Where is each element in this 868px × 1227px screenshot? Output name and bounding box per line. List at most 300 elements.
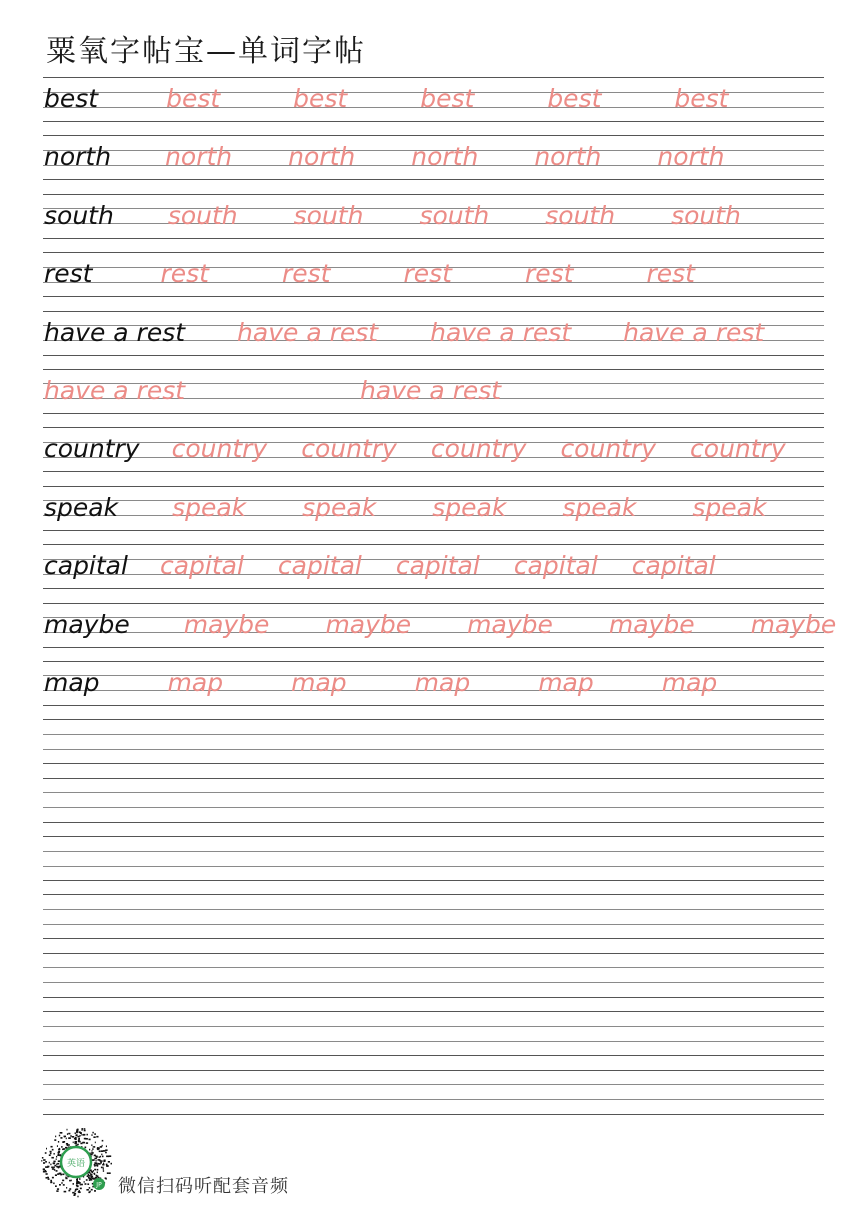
qr-dot [108, 1172, 111, 1174]
qr-dot [56, 1190, 58, 1192]
row-words [44, 373, 824, 409]
practice-row [43, 894, 824, 938]
trace-word: have a rest [237, 317, 379, 347]
qr-dot [78, 1140, 80, 1142]
qr-dot [50, 1164, 51, 1166]
qr-dot [48, 1178, 50, 1180]
rule-line [43, 471, 824, 472]
trace-word: speak [692, 492, 767, 522]
qr-dot [92, 1132, 93, 1134]
rule-line [43, 924, 824, 925]
qr-dot [102, 1156, 104, 1158]
qr-dot [64, 1136, 67, 1138]
qr-dot [92, 1178, 94, 1180]
qr-dot [76, 1129, 78, 1131]
row-words [44, 81, 824, 117]
rule-line [43, 603, 824, 604]
qr-dot [55, 1185, 57, 1187]
practice-row [43, 1070, 824, 1114]
qr-dot [49, 1154, 51, 1156]
rule-line [43, 1084, 824, 1085]
qr-dot [76, 1183, 79, 1185]
rule-line [43, 135, 824, 136]
rule-line [43, 194, 824, 195]
practice-row [43, 427, 824, 471]
model-word: maybe [44, 609, 130, 639]
qr-dot [80, 1188, 82, 1190]
model-word: north [44, 142, 112, 172]
rule-line [43, 1099, 824, 1100]
rule-line [43, 296, 824, 297]
rule-line [43, 778, 824, 779]
qr-dot [51, 1146, 53, 1148]
qr-dot [43, 1162, 45, 1164]
rule-line [43, 953, 824, 954]
rule-line [43, 792, 824, 793]
trace-word: map [414, 667, 471, 697]
trace-word: speak [562, 492, 637, 522]
rule-line [43, 1070, 824, 1071]
qr-dot [53, 1161, 55, 1163]
qr-dot [57, 1145, 58, 1147]
qr-dot [99, 1151, 101, 1153]
qr-dot [104, 1160, 106, 1162]
qr-dot [76, 1134, 78, 1136]
practice-row [43, 1011, 824, 1055]
trace-word: capital [395, 551, 480, 581]
qr-dot [83, 1134, 85, 1136]
qr-dot [49, 1162, 50, 1164]
qr-dot [52, 1168, 54, 1170]
rule-line [43, 851, 824, 852]
qr-dot [60, 1174, 62, 1176]
qr-dot [66, 1138, 67, 1140]
trace-word: country [301, 434, 397, 464]
qr-badge-label: 英语 [66, 1159, 86, 1169]
qr-dot [46, 1173, 48, 1175]
qr-dot [106, 1146, 107, 1148]
row-words [44, 490, 824, 526]
qr-dot [96, 1160, 97, 1162]
trace-word: map [538, 667, 594, 697]
qr-dot [99, 1163, 101, 1165]
qr-dot [85, 1147, 87, 1149]
qr-dot [101, 1167, 102, 1169]
model-word: south [44, 200, 114, 230]
model-word: map [44, 667, 100, 697]
qr-dot [56, 1170, 58, 1172]
qr-dot [56, 1158, 57, 1160]
qr-dot [78, 1191, 80, 1193]
trace-word: rest [160, 259, 209, 289]
qr-dot [68, 1137, 70, 1139]
trace-word: speak [172, 492, 247, 522]
qr-dot [41, 1160, 42, 1162]
qr-dot [88, 1174, 89, 1176]
qr-dot [44, 1170, 46, 1172]
trace-word: south [419, 200, 490, 230]
qr-dot [54, 1139, 56, 1141]
qr-code-icon[interactable] [40, 1126, 112, 1198]
qr-dot [94, 1169, 96, 1171]
qr-corner-label: JP [96, 1181, 102, 1189]
rule-line [43, 1041, 824, 1042]
qr-dot [60, 1137, 61, 1139]
qr-dot [96, 1175, 97, 1177]
qr-dot [91, 1134, 92, 1136]
qr-dot [97, 1172, 98, 1174]
trace-word: maybe [467, 609, 553, 639]
rule-line [43, 427, 824, 428]
rule-line [43, 749, 824, 750]
qr-dot [57, 1188, 59, 1190]
qr-dot [98, 1159, 100, 1161]
qr-dot [88, 1192, 90, 1194]
qr-dot [95, 1142, 96, 1144]
qr-dot [105, 1178, 106, 1180]
qr-dot [43, 1169, 45, 1171]
footer [40, 1126, 440, 1198]
qr-dot [69, 1180, 71, 1182]
trace-word: north [288, 142, 356, 172]
qr-dot [50, 1151, 52, 1153]
rule-line [43, 121, 824, 122]
qr-dot [66, 1187, 67, 1189]
qr-dot [81, 1184, 83, 1186]
rule-line [43, 807, 824, 808]
qr-dot [90, 1174, 92, 1176]
qr-dot [45, 1152, 47, 1154]
rule-line [43, 1114, 824, 1115]
qr-dot [52, 1177, 54, 1179]
row-words [44, 607, 837, 643]
rule-line [43, 763, 824, 764]
qr-dot [57, 1173, 59, 1175]
trace-word: capital [631, 551, 716, 581]
qr-dot [97, 1148, 99, 1150]
qr-dot [84, 1130, 86, 1132]
rule-line [43, 719, 824, 720]
model-word: capital [44, 551, 128, 581]
qr-dot [86, 1142, 88, 1144]
qr-dot [76, 1179, 78, 1181]
qr-dot [91, 1170, 92, 1172]
qr-dot [61, 1146, 63, 1148]
rule-line [43, 238, 824, 239]
qr-dot [92, 1148, 93, 1150]
qr-dot [68, 1144, 70, 1146]
qr-dot [105, 1149, 107, 1151]
qr-dot [67, 1133, 68, 1135]
qr-dot [77, 1136, 79, 1138]
practice-row [43, 135, 824, 179]
rule-line [43, 997, 824, 998]
trace-word: north [534, 142, 602, 172]
qr-dot [76, 1186, 78, 1188]
trace-word: have a rest [623, 317, 765, 347]
qr-dot [58, 1167, 59, 1169]
trace-word: south [293, 200, 364, 230]
qr-dot [68, 1190, 70, 1192]
qr-dot [97, 1165, 98, 1167]
rule-line [43, 252, 824, 253]
qr-dot [91, 1176, 93, 1178]
qr-dot [75, 1191, 76, 1193]
qr-dot [65, 1177, 67, 1179]
qr-dot [62, 1174, 64, 1176]
qr-dot [67, 1129, 68, 1131]
qr-dot [95, 1162, 98, 1164]
row-words [44, 139, 824, 175]
trace-word: north [657, 142, 725, 172]
qr-dot [91, 1152, 94, 1154]
qr-dot [68, 1133, 70, 1135]
page-title: 粟氧字帖宝—单词字帖 [46, 34, 366, 69]
practice-row [43, 369, 824, 413]
qr-dot [96, 1136, 98, 1138]
trace-word: south [167, 200, 238, 230]
qr-dot [54, 1153, 55, 1155]
rule-line [43, 894, 824, 895]
qr-dot [94, 1155, 96, 1157]
qr-dot [62, 1180, 64, 1182]
practice-row [43, 486, 824, 530]
trace-word: maybe [750, 609, 837, 639]
qr-dot [103, 1150, 106, 1152]
trace-word: maybe [183, 609, 270, 639]
qr-dot [107, 1165, 109, 1167]
rule-line [43, 77, 824, 78]
trace-word: map [167, 667, 224, 697]
qr-dot [91, 1144, 92, 1146]
qr-dot [45, 1166, 47, 1168]
qr-dot [63, 1141, 65, 1143]
rule-line [43, 1055, 824, 1056]
trace-word: capital [277, 551, 362, 581]
qr-dot [93, 1146, 94, 1148]
qr-dot [89, 1149, 90, 1151]
qr-dot [86, 1189, 89, 1191]
rule-line [43, 486, 824, 487]
rule-line [43, 880, 824, 881]
qr-dot [69, 1188, 71, 1190]
qr-dot [73, 1142, 74, 1144]
row-words [44, 198, 824, 234]
row-words [44, 548, 824, 584]
qr-dot [100, 1156, 101, 1158]
rule-line [43, 1026, 824, 1027]
rule-line [43, 734, 824, 735]
qr-dot [107, 1172, 108, 1174]
qr-dot [92, 1150, 93, 1152]
practice-row [43, 603, 837, 647]
rule-line [43, 544, 824, 545]
qr-dot [52, 1149, 54, 1151]
qr-dot [47, 1166, 49, 1168]
qr-dot [46, 1177, 48, 1179]
qr-dot [108, 1156, 109, 1158]
qr-dot [74, 1193, 76, 1195]
trace-word: country [430, 434, 527, 464]
qr-dot [102, 1167, 103, 1169]
qr-dot [51, 1167, 53, 1169]
footer-caption: 微信扫码听配套音频 [118, 1176, 289, 1197]
qr-dot [100, 1159, 101, 1161]
qr-dot [76, 1131, 78, 1133]
practice-row [43, 194, 824, 238]
qr-dot [80, 1184, 81, 1186]
trace-word: map [661, 667, 718, 697]
qr-dot [108, 1161, 110, 1163]
rule-line [43, 413, 824, 414]
practice-row [43, 661, 824, 705]
qr-dot [46, 1148, 47, 1150]
qr-dot [83, 1142, 85, 1144]
qr-dot [54, 1165, 56, 1167]
trace-word: rest [403, 259, 452, 289]
qr-dot [80, 1132, 81, 1134]
qr-dot [59, 1135, 60, 1137]
trace-word: speak [302, 492, 377, 522]
trace-word: best [547, 84, 602, 113]
practice-row [43, 953, 824, 997]
trace-word: best [166, 84, 221, 113]
qr-dot [43, 1159, 46, 1161]
qr-dot [91, 1189, 93, 1191]
rule-line [43, 822, 824, 823]
qr-dot [65, 1147, 68, 1149]
trace-word: capital [159, 551, 244, 581]
qr-dot [71, 1180, 72, 1182]
qr-dot [97, 1169, 99, 1171]
rule-line [43, 355, 824, 356]
qr-dot [88, 1175, 90, 1177]
practice-row [43, 311, 824, 355]
qr-dot [95, 1177, 97, 1179]
trace-word: rest [525, 259, 574, 289]
qr-dot [78, 1181, 80, 1183]
rule-line [43, 179, 824, 180]
trace-word: rest [282, 259, 331, 289]
trace-word: south [671, 200, 741, 230]
qr-dot [79, 1135, 80, 1137]
qr-dot [56, 1164, 57, 1166]
qr-dot [61, 1182, 62, 1184]
qr-dot [51, 1157, 54, 1159]
trace-word: have a rest [360, 375, 502, 405]
rule-line [43, 982, 824, 983]
rule-line [43, 369, 824, 370]
model-word: best [44, 84, 99, 113]
trace-word: north [165, 142, 233, 172]
qr-dot [80, 1143, 82, 1145]
qr-dot [105, 1152, 107, 1154]
qr-dot [50, 1180, 52, 1182]
row-words [44, 315, 824, 351]
qr-dot [103, 1170, 104, 1172]
trace-word: best [293, 84, 348, 113]
qr-dot [55, 1136, 56, 1138]
qr-dot [94, 1190, 96, 1192]
qr-dot [53, 1162, 55, 1164]
qr-dot [88, 1177, 90, 1179]
trace-word: have a rest [44, 375, 186, 405]
qr-dot [59, 1184, 61, 1186]
qr-dot [86, 1179, 88, 1181]
qr-dot [94, 1173, 95, 1175]
qr-dot [87, 1183, 89, 1185]
rule-line [43, 588, 824, 589]
trace-word: best [674, 84, 729, 113]
qr-dot [87, 1134, 88, 1136]
rule-line [43, 311, 824, 312]
qr-dot [73, 1183, 75, 1185]
qr-dot [64, 1191, 67, 1193]
qr-dot [42, 1157, 44, 1159]
qr-dot [58, 1152, 60, 1154]
qr-dot [59, 1148, 60, 1150]
qr-dot [79, 1178, 80, 1180]
qr-dot [84, 1128, 85, 1130]
model-word: rest [44, 259, 93, 289]
rule-line [43, 1011, 824, 1012]
trace-word: maybe [325, 609, 412, 639]
qr-dot [63, 1148, 65, 1150]
qr-dot [102, 1164, 104, 1166]
trace-word: south [545, 200, 616, 230]
qr-dot [89, 1139, 91, 1141]
qr-dot [58, 1154, 59, 1156]
qr-dot [56, 1156, 57, 1158]
qr-dot [53, 1183, 54, 1185]
qr-dot [78, 1138, 80, 1140]
qr-dot [94, 1133, 96, 1135]
rule-line [43, 647, 824, 648]
qr-dot [94, 1146, 95, 1148]
qr-dot [62, 1137, 63, 1139]
qr-dot [53, 1167, 55, 1169]
rule-line [43, 661, 824, 662]
trace-word: map [291, 667, 347, 697]
qr-dot [103, 1168, 104, 1170]
qr-dot [74, 1138, 77, 1140]
trace-word: best [420, 84, 475, 113]
qr-dot [89, 1187, 91, 1189]
qr-dot [73, 1194, 75, 1196]
row-words [44, 431, 824, 467]
qr-dot [87, 1175, 89, 1177]
trace-word: speak [432, 492, 507, 522]
qr-dot [99, 1156, 100, 1158]
qr-dot [102, 1145, 103, 1147]
qr-dot [84, 1138, 86, 1140]
practice-row [43, 252, 824, 296]
practice-row [43, 778, 824, 822]
practice-row [43, 77, 824, 121]
rule-line [43, 866, 824, 867]
qr-dot [93, 1136, 95, 1138]
trace-word: capital [513, 551, 598, 581]
rule-line [43, 836, 824, 837]
trace-word: maybe [608, 609, 695, 639]
writing-sheet [43, 77, 837, 1128]
rule-line [43, 530, 824, 531]
rule-line [43, 967, 824, 968]
qr-dot [57, 1163, 59, 1165]
qr-dot [111, 1163, 113, 1165]
model-word: have a rest [44, 317, 186, 347]
qr-dot [74, 1143, 77, 1145]
